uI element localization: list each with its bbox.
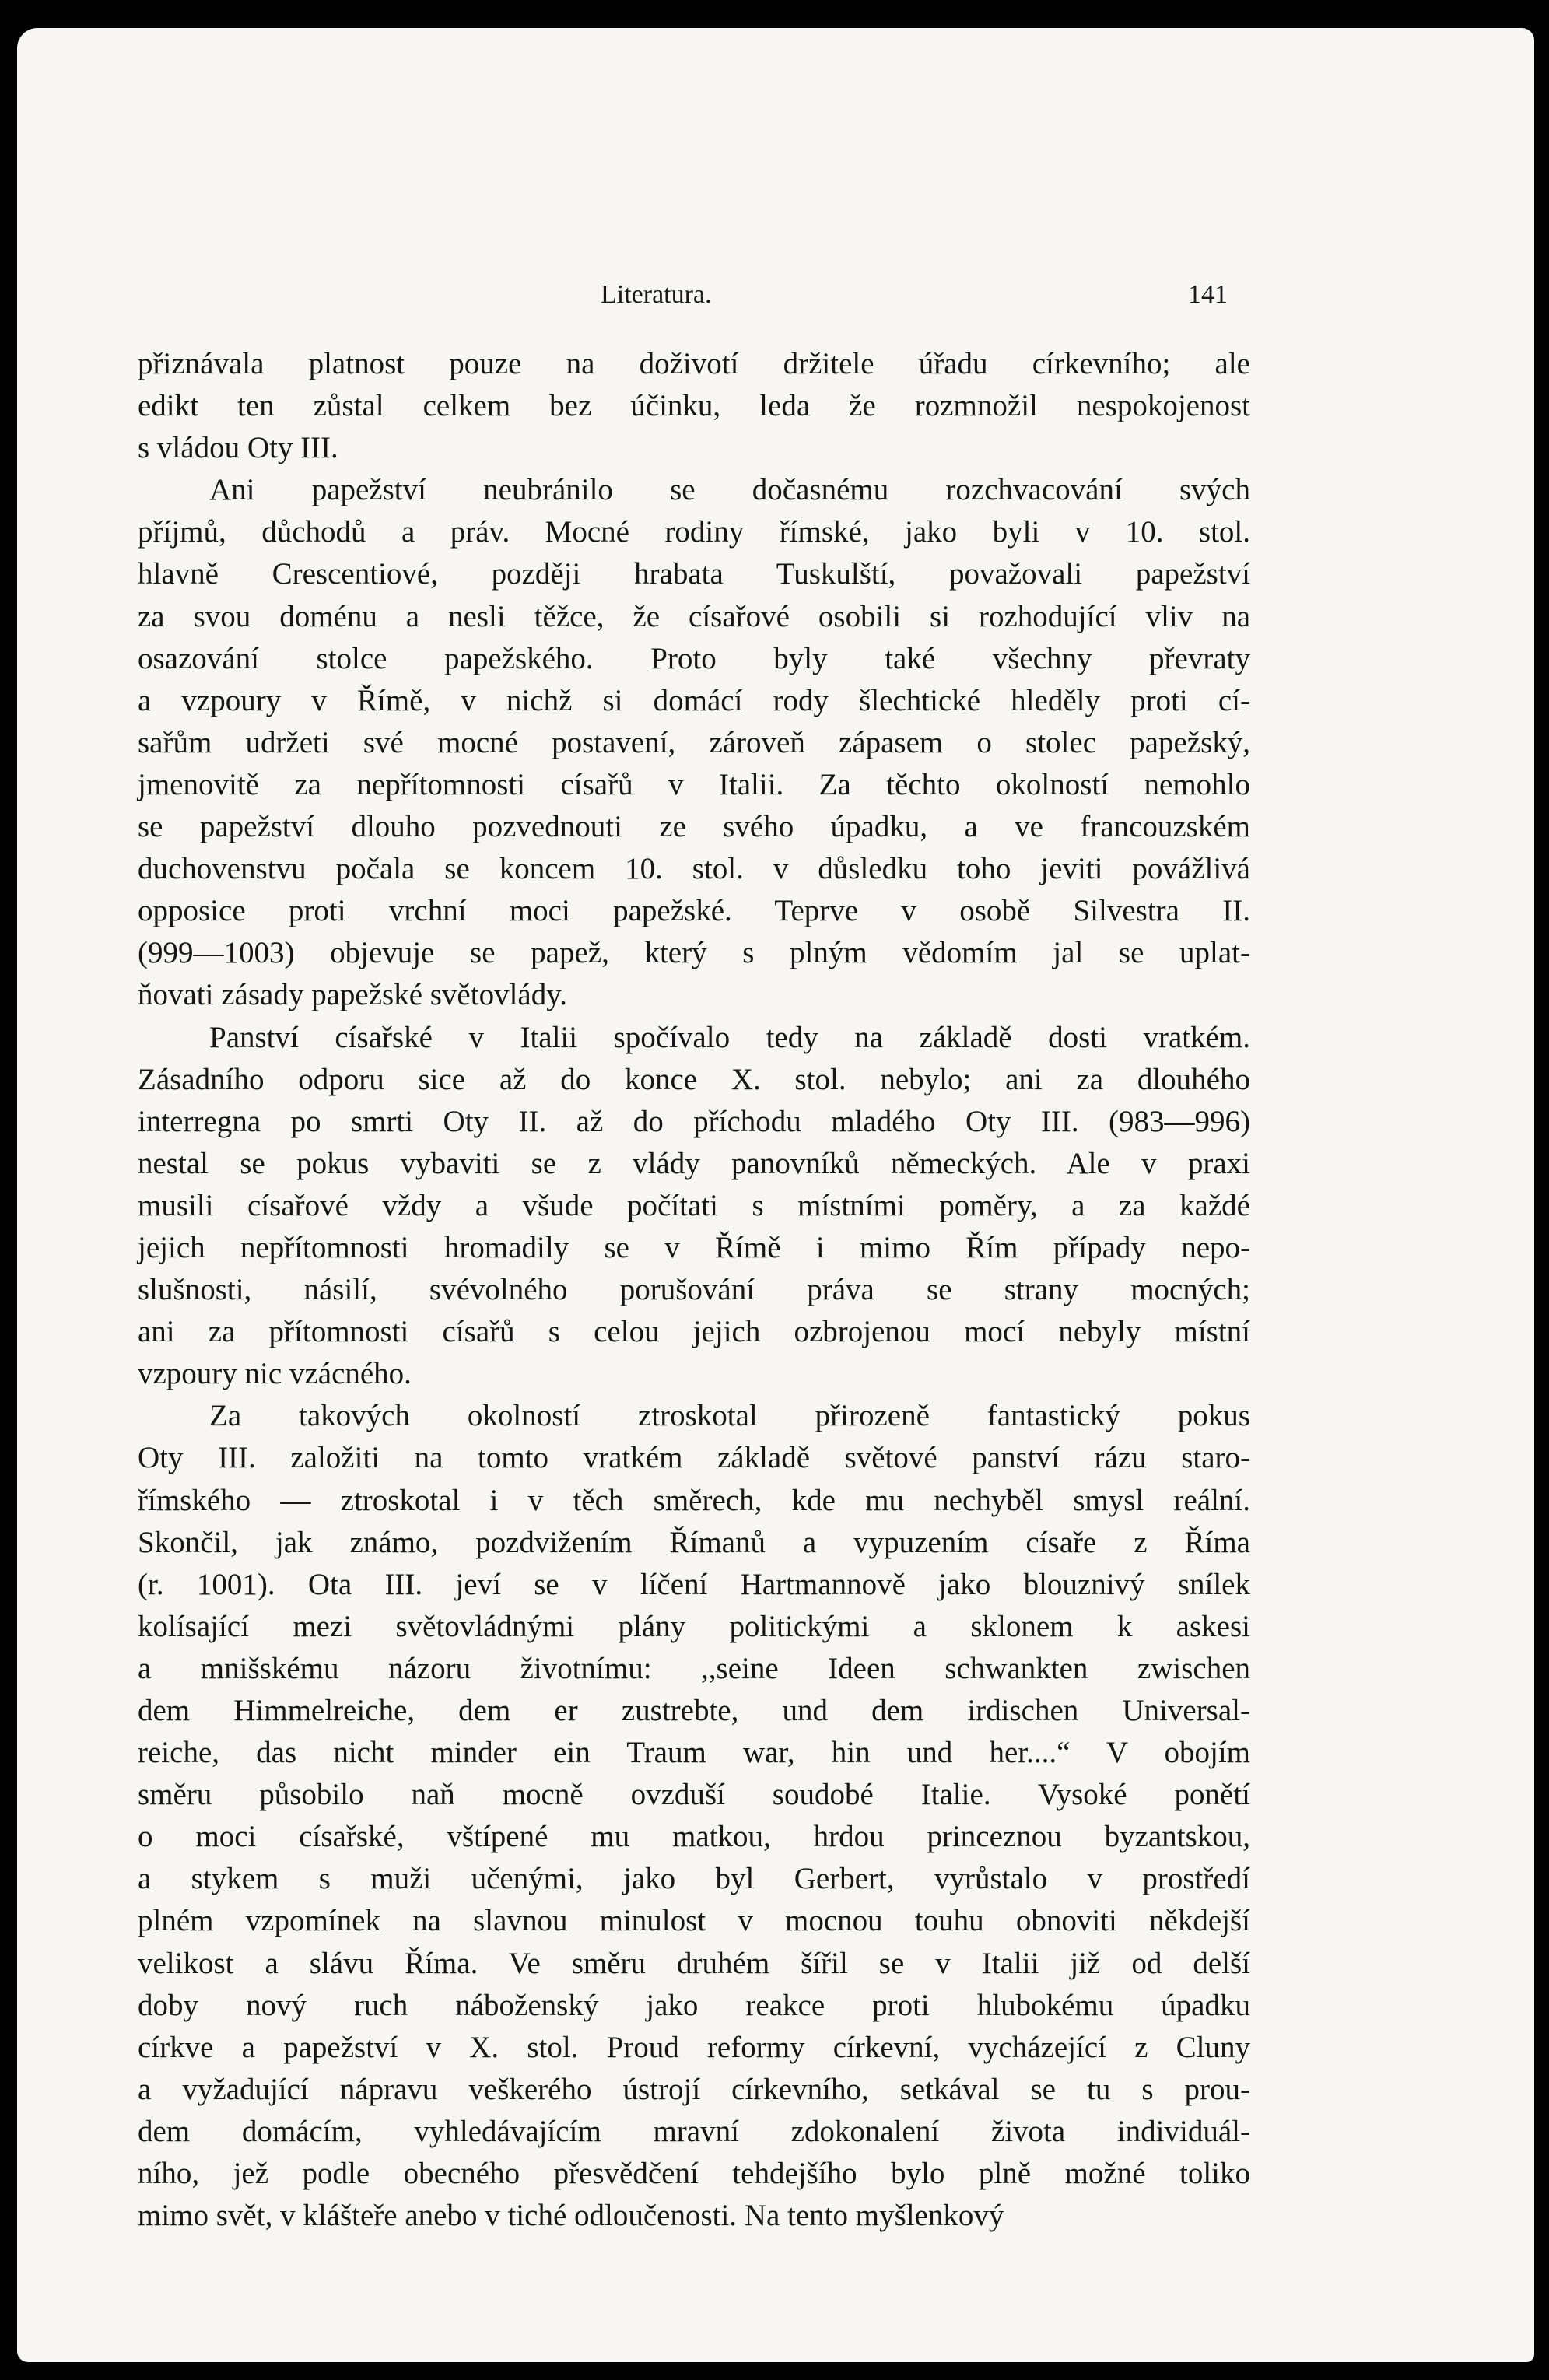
text-line: edikt ten zůstal celkem bez účinku, leda že rozmnožil nespokojenost [138, 389, 1250, 423]
text-line: hlavně Crescentiové, později hrabata Tuskulští, považovali papežství [138, 557, 1250, 591]
text-line: římského — ztroskotal i v těch směrech, kde mu nechyběl smysl reální. [138, 1483, 1250, 1517]
text-line: jejich nepřítomnosti hromadily se v Římě i mimo Řím případy nepo- [138, 1230, 1250, 1264]
text-line: za svou doménu a nesli těžce, že císařové osobili si rozhodující vliv na [138, 599, 1250, 633]
text-line: Ani papežství neubránilo se dočasnému rozchvacování svých [209, 473, 1250, 507]
text-line: přiznávala platnost pouze na doživotí držitele úřadu církevního; ale [138, 347, 1250, 380]
text-line: sařům udržeti své mocné postavení, zároveň zápasem o stolec papežský, [138, 725, 1250, 759]
text-line: příjmů, důchodů a práv. Mocné rodiny římské, jako byli v 10. stol. [138, 515, 1250, 549]
text-line: kolísající mezi světovládnými plány politickými a sklonem k askesi [138, 1609, 1250, 1643]
text-line: Oty III. založiti na tomto vratkém základě světové panství rázu staro- [138, 1441, 1250, 1475]
body-text [138, 343, 1250, 2237]
text-line: s vládou Oty III. [138, 431, 338, 465]
text-line: mimo svět, v klášteře anebo v tiché odloučenosti. Na tento myšlenkový [138, 2199, 1004, 2233]
page-header [17, 280, 1534, 327]
text-line: Za takových okolností ztroskotal přirozeně fantastický pokus [209, 1399, 1250, 1433]
text-line: a vyžadující nápravu veškerého ústrojí církevního, setkával se tu s prou- [138, 2072, 1250, 2106]
text-line: směru působilo naň mocně ovzduší soudobé Italie. Vysoké ponětí [138, 1778, 1250, 1812]
paragraph [138, 343, 1250, 469]
text-line: jmenovitě za nepřítomnosti císařů v Italii. Za těchto okolností nemohlo [138, 767, 1250, 801]
text-line: plném vzpomínek na slavnou minulost v mocnou touhu obnoviti někdejší [138, 1904, 1250, 1938]
text-line: doby nový ruch náboženský jako reakce proti hlubokému úpadku [138, 1988, 1250, 2022]
text-line: Zásadního odporu sice až do konce X. stol. nebylo; ani za dlouhého [138, 1062, 1250, 1096]
text-line: dem Himmelreiche, dem er zustrebte, und dem irdischen Universal- [138, 1694, 1250, 1727]
text-line: ani za přítomnosti císařů s celou jejich ozbrojenou mocí nebyly místní [138, 1315, 1250, 1349]
text-line: dem domácím, vyhledávajícím mravní zdokonalení života individuál- [138, 2114, 1250, 2148]
text-line: duchovenstvu počala se koncem 10. stol. v důsledku toho jeviti povážlivá [138, 852, 1250, 886]
paragraph [138, 1017, 1250, 1396]
text-line: osazování stolce papežského. Proto byly také všechny převraty [138, 641, 1250, 675]
paragraph [138, 1395, 1250, 2237]
text-line: o moci císařské, vštípené mu matkou, hrdou princeznou byzantskou, [138, 1820, 1250, 1854]
text-line: (r. 1001). Ota III. jeví se v líčení Hartmannově jako blouznivý snílek [138, 1567, 1250, 1601]
text-line: Panství císařské v Italii spočívalo tedy na základě dosti vratkém. [209, 1020, 1250, 1054]
text-line: opposice proti vrchní moci papežské. Teprve v osobě Silvestra II. [138, 894, 1250, 928]
text-line: ního, jež podle obecného přesvědčení tehdejšího bylo plně možné toliko [138, 2157, 1250, 2191]
text-line: a vzpoury v Římě, v nichž si domácí rody šlechtické hleděly proti cí- [138, 683, 1250, 717]
text-line: reiche, das nicht minder ein Traum war, hin und her....“ V obojím [138, 1736, 1250, 1770]
text-line: musili císařové vždy a všude počítati s místními poměry, a za každé [138, 1188, 1250, 1222]
text-line: a stykem s muži učenými, jako byl Gerbert, vyrůstalo v prostředí [138, 1862, 1250, 1896]
page-number: 141 [1188, 280, 1228, 309]
text-line: a mnišskému názoru životnímu: ,,seine Ideen schwankten zwischen [138, 1651, 1250, 1685]
text-line: ňovati zásady papežské světovlády. [138, 978, 567, 1012]
text-line: se papežství dlouho pozvednouti ze svého úpadku, a ve francouzském [138, 810, 1250, 844]
paragraph [138, 469, 1250, 1016]
text-line: nestal se pokus vybaviti se z vlády panovníků německých. Ale v praxi [138, 1146, 1250, 1180]
book-page [17, 28, 1534, 2362]
text-line: interregna po smrti Oty II. až do příchodu mladého Oty III. (983—996) [138, 1104, 1250, 1138]
text-line: církve a papežství v X. stol. Proud reformy církevní, vycházející z Cluny [138, 2030, 1250, 2064]
text-line: Skončil, jak známo, pozdvižením Římanů a vypuzením císaře z Říma [138, 1525, 1250, 1559]
running-title: Literatura. [601, 280, 712, 309]
text-line: velikost a slávu Říma. Ve směru druhém šířil se v Italii již od delší [138, 1946, 1250, 1980]
text-line: vzpoury nic vzácného. [138, 1357, 412, 1391]
text-line: slušnosti, násilí, svévolného porušování práva se strany mocných; [138, 1273, 1250, 1307]
text-line: (999—1003) objevuje se papež, který s plným vědomím jal se uplat- [138, 936, 1250, 970]
